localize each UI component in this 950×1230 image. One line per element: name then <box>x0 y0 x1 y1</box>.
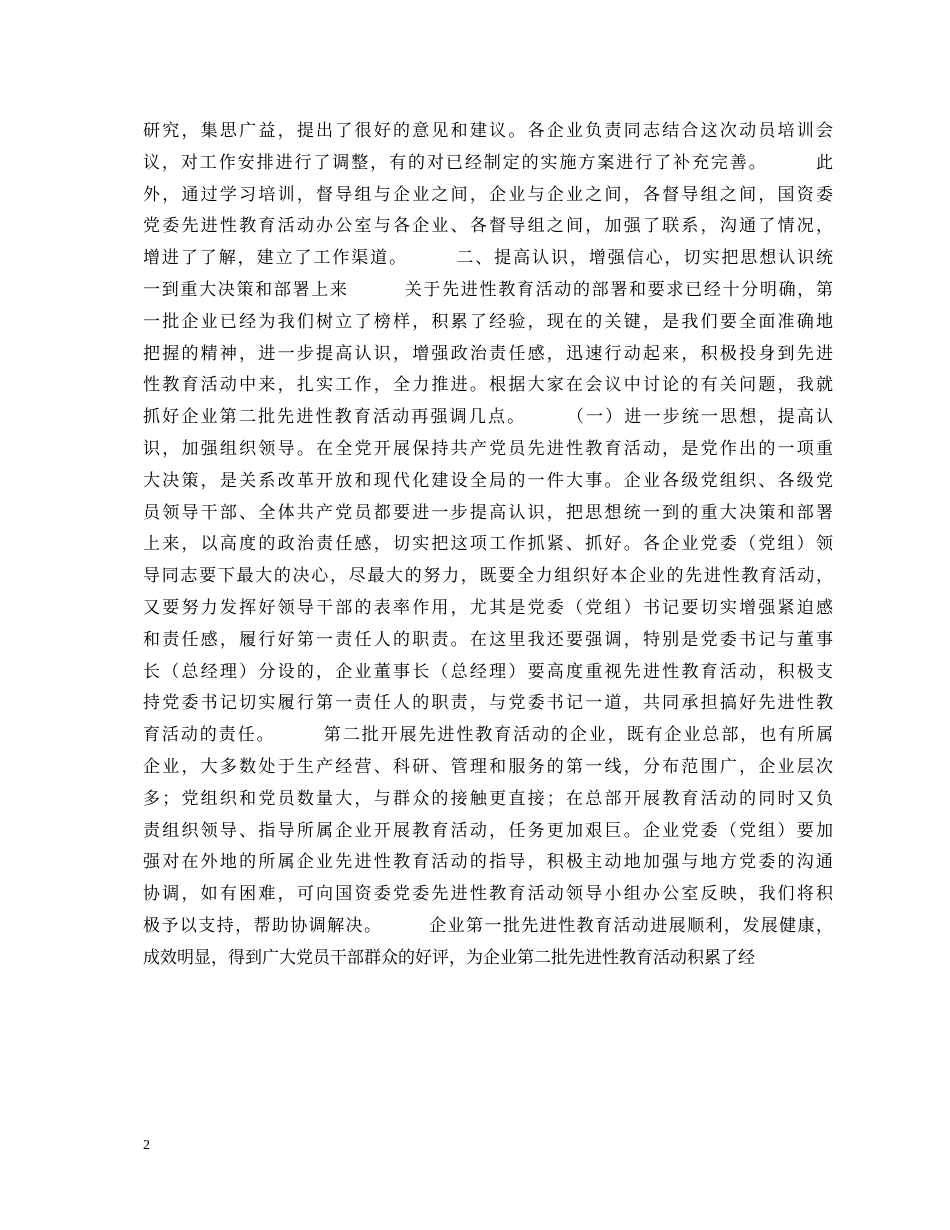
body-text <box>143 116 833 975</box>
text-line: 外，通过学习培训，督导组与企业之间，企业与企业之间，各督导组之间，国资委 <box>143 184 833 205</box>
text-line: 大决策，是关系改革开放和现代化建设全局的一件大事。企业各级党组织、各级党 <box>143 470 833 491</box>
text-line: 责组织领导、指导所属企业开展教育活动，任务更加艰巨。企业党委（党组）要加 <box>143 820 833 841</box>
text-line: 一到重大决策和部署上来 关于先进性教育活动的部署和要求已经十分明确，第 <box>143 279 833 300</box>
text-line: 多；党组织和党员数量大，与群众的接触更直接；在总部开展教育活动的同时又负 <box>143 788 833 809</box>
text-line: 育活动的责任。 第二批开展先进性教育活动的企业，既有企业总部，也有所属 <box>143 725 833 746</box>
text-line: 上来，以高度的政治责任感，切实把这项工作抓紧、抓好。各企业党委（党组）领 <box>143 534 833 555</box>
text-line: 长（总经理）分设的，企业董事长（总经理）要高度重视先进性教育活动，积极支 <box>143 661 833 682</box>
text-line: 员领导干部、全体共产党员都要进一步提高认识，把思想统一到的重大决策和部署 <box>143 502 833 523</box>
text-line: 成效明显，得到广大党员干部群众的好评，为企业第二批先进性教育活动积累了经 <box>143 947 755 968</box>
text-line: 议，对工作安排进行了调整，有的对已经制定的实施方案进行了补充完善。 此 <box>143 152 833 173</box>
text-line: 强对在外地的所属企业先进性教育活动的指导，积极主动地加强与地方党委的沟通 <box>143 852 833 873</box>
text-line: 抓好企业第二批先进性教育活动再强调几点。 （一）进一步统一思想，提高认 <box>143 407 833 428</box>
text-line: 党委先进性教育活动办公室与各企业、各督导组之间，加强了联系，沟通了情况， <box>143 216 833 237</box>
text-line: 研究，集思广益，提出了很好的意见和建议。各企业负责同志结合这次动员培训会 <box>143 121 833 141</box>
text-line: 极予以支持，帮助协调解决。 企业第一批先进性教育活动进展顺利，发展健康， <box>143 915 833 936</box>
text-line: 导同志要下最大的决心，尽最大的努力，既要全力组织好本企业的先进性教育活动， <box>143 566 833 587</box>
text-line: 又要努力发挥好领导干部的表率作用，尤其是党委（党组）书记要切实增强紧迫感 <box>143 597 833 618</box>
text-line: 把握的精神，进一步提高认识，增强政治责任感，迅速行动起来，积极投身到先进 <box>143 343 833 364</box>
text-line: 持党委书记切实履行第一责任人的职责，与党委书记一道，共同承担搞好先进性教 <box>143 693 833 714</box>
text-line: 识，加强组织领导。在全党开展保持共产党员先进性教育活动，是党作出的一项重 <box>143 438 833 459</box>
text-line: 和责任感，履行好第一责任人的职责。在这里我还要强调，特别是党委书记与董事 <box>143 629 833 650</box>
text-line: 增进了了解，建立了工作渠道。 二、提高认识，增强信心，切实把思想认识统 <box>143 248 833 269</box>
text-line: 协调，如有困难，可向国资委党委先进性教育活动领导小组办公室反映，我们将积 <box>143 884 833 905</box>
text-line: 一批企业已经为我们树立了榜样，积累了经验，现在的关键，是我们要全面准确地 <box>143 311 833 332</box>
text-line: 性教育活动中来，扎实工作，全力推进。根据大家在会议中讨论的有关问题，我就 <box>143 375 833 396</box>
text-line: 企业，大多数处于生产经营、科研、管理和服务的第一线，分布范围广，企业层次 <box>143 756 833 777</box>
page-number: 2 <box>143 1138 150 1153</box>
